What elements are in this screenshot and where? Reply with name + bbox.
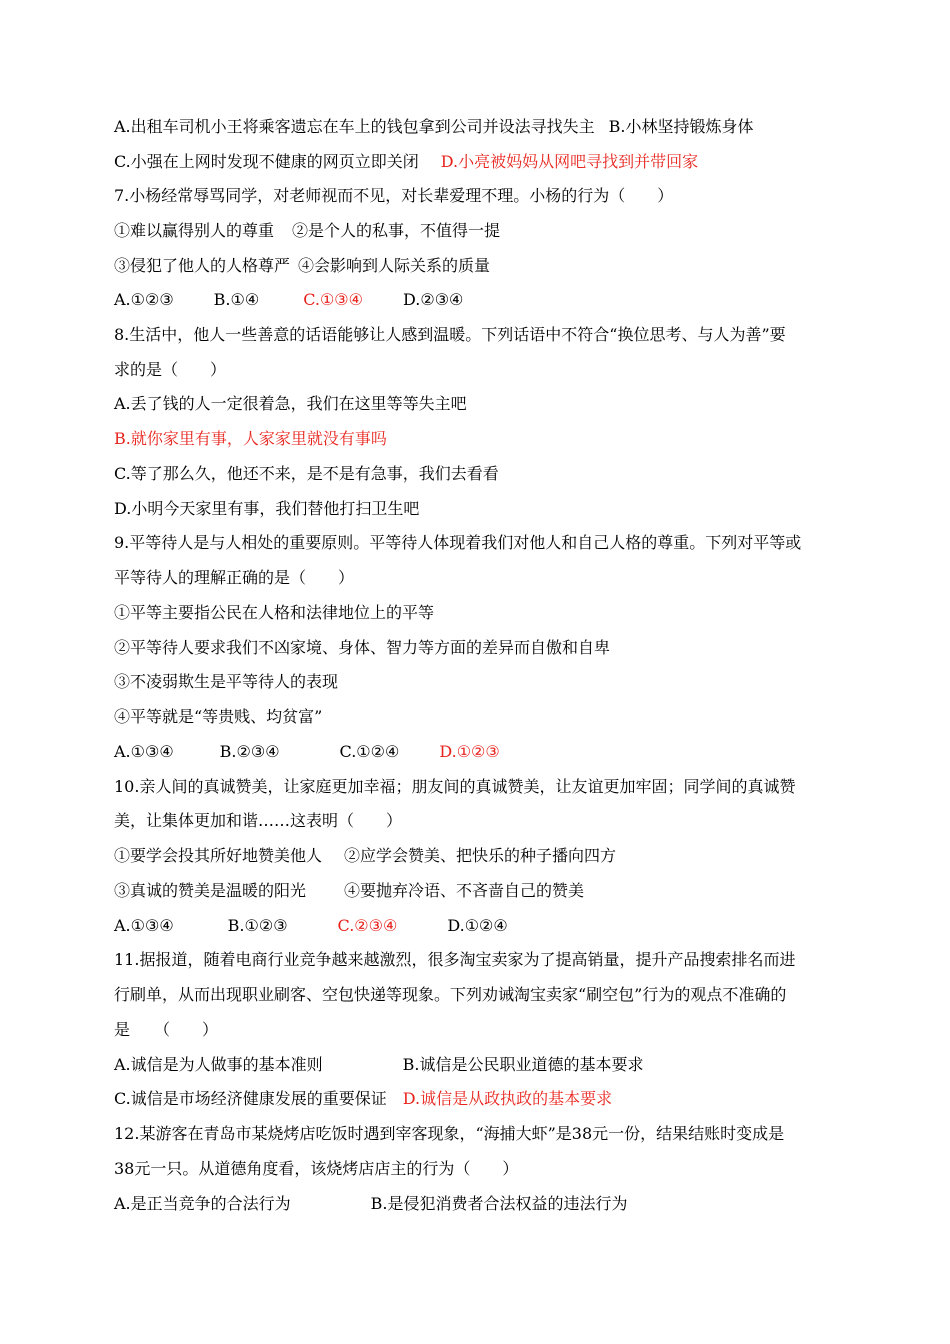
option-b: B.①②③ — [227, 916, 288, 935]
question-8-cont: 求的是（ ） — [114, 360, 227, 379]
statement-1: ①平等主要指公民在人格和法律地位上的平等 — [114, 603, 435, 622]
statement-line — [114, 881, 584, 901]
statement-3: ③不凌弱欺生是平等待人的表现 — [114, 672, 339, 691]
answer-option-c: C.①③④ — [303, 290, 363, 309]
statement-3: ③真诚的赞美是温暖的阳光 — [114, 881, 307, 900]
statement-3: ③侵犯了他人的人格尊严 — [114, 256, 291, 275]
statement-4: ④平等就是“等贵贱、均贫富” — [114, 707, 323, 726]
option-c: C.①②④ — [339, 742, 400, 761]
answer-option-d: D.①②③ — [439, 742, 500, 761]
option-c: C.等了那么久，他还不来，是不是有急事，我们去看看 — [114, 464, 499, 483]
options-line — [114, 742, 500, 762]
question-12-cont: 38元一只。从道德角度看，该烧烤店店主的行为（ ） — [114, 1159, 519, 1178]
statement-line — [114, 221, 500, 241]
statement-line — [114, 256, 490, 276]
option-a: A.是正当竞争的合法行为 — [114, 1194, 291, 1213]
option-a: A.①③④ — [114, 742, 174, 761]
question-9-cont: 平等待人的理解正确的是（ ） — [114, 568, 355, 587]
statement-line — [114, 846, 616, 866]
option-d: D.小明今天家里有事，我们替他打扫卫生吧 — [114, 499, 420, 518]
question-11-cont: 是 （ ） — [114, 1020, 219, 1039]
statement-2: ②是个人的私事，不值得一提 — [292, 221, 501, 240]
question-10: 10.亲人间的真诚赞美，让家庭更加幸福；朋友间的真诚赞美，让友谊更加牢固；同学间的真诚赞 — [114, 777, 796, 796]
option-c: C.诚信是市场经济健康发展的重要保证 — [114, 1089, 387, 1108]
option-a: A.诚信是为人做事的基本准则 — [114, 1055, 323, 1074]
question-9: 9.平等待人是与人相处的重要原则。平等待人体现着我们对他人和自己人格的尊重。下列对平等或 — [114, 533, 802, 552]
options-line — [114, 916, 508, 936]
option-line — [114, 117, 754, 137]
answer-option-d: D.小亮被妈妈从网吧寻找到并带回家 — [440, 152, 699, 171]
answer-option-c: C.②③④ — [337, 916, 398, 935]
option-c: C.小强在上网时发现不健康的网页立即关闭 — [114, 152, 419, 171]
answer-option-b: B.就你家里有事，人家家里就没有事吗 — [114, 429, 387, 448]
option-b: B.是侵犯消费者合法权益的违法行为 — [370, 1194, 628, 1213]
option-b: B.小林坚持锻炼身体 — [608, 117, 754, 136]
question-10-cont: 美，让集体更加和谐……这表明（ ） — [114, 811, 403, 830]
option-b: B.①④ — [213, 290, 260, 309]
option-d: D.①②④ — [447, 916, 508, 935]
statement-2: ②应学会赞美、把快乐的种子播向四方 — [344, 846, 617, 865]
question-12: 12.某游客在青岛市某烧烤店吃饭时遇到宰客现象，“海捕大虾”是38元一份，结果结账时变成是 — [114, 1124, 785, 1143]
options-line — [114, 290, 463, 310]
option-a: A.①②③ — [114, 290, 174, 309]
option-b: B.诚信是公民职业道德的基本要求 — [402, 1055, 644, 1074]
statement-4: ④会影响到人际关系的质量 — [298, 256, 491, 275]
statement-4: ④要抛弃冷语、不吝啬自己的赞美 — [344, 881, 585, 900]
answer-option-d: D.诚信是从政执政的基本要求 — [402, 1089, 613, 1108]
question-8: 8.生活中，他人一些善意的话语能够让人感到温暖。下列话语中不符合“换位思考、与人为善”要 — [114, 325, 786, 344]
statement-1: ①难以赢得别人的尊重 — [114, 221, 275, 240]
statement-2: ②平等待人要求我们不凶家境、身体、智力等方面的差异而自傲和自卑 — [114, 638, 611, 657]
option-line — [114, 152, 698, 172]
question-11: 11.据报道，随着电商行业竞争越来越激烈，很多淘宝卖家为了提高销量，提升产品搜索排名而进 — [114, 950, 796, 969]
question-11-cont: 行刷单，从而出现职业刷客、空包快递等现象。下列劝诫淘宝卖家“刷空包”行为的观点不准确的 — [114, 985, 787, 1004]
question-7: 7.小杨经常辱骂同学，对老师视而不见，对长辈爱理不理。小杨的行为（ ） — [114, 186, 674, 205]
option-a: A.①③④ — [114, 916, 174, 935]
options-line — [114, 1089, 612, 1109]
options-line — [114, 1055, 644, 1075]
option-d: D.②③④ — [403, 290, 464, 309]
option-a: A.出租车司机小王将乘客遗忘在车上的钱包拿到公司并设法寻找失主 — [114, 117, 595, 136]
option-b: B.②③④ — [219, 742, 280, 761]
statement-1: ①要学会投其所好地赞美他人 — [114, 846, 323, 865]
option-a: A.丢了钱的人一定很着急，我们在这里等等失主吧 — [114, 394, 467, 413]
options-line — [114, 1194, 628, 1214]
